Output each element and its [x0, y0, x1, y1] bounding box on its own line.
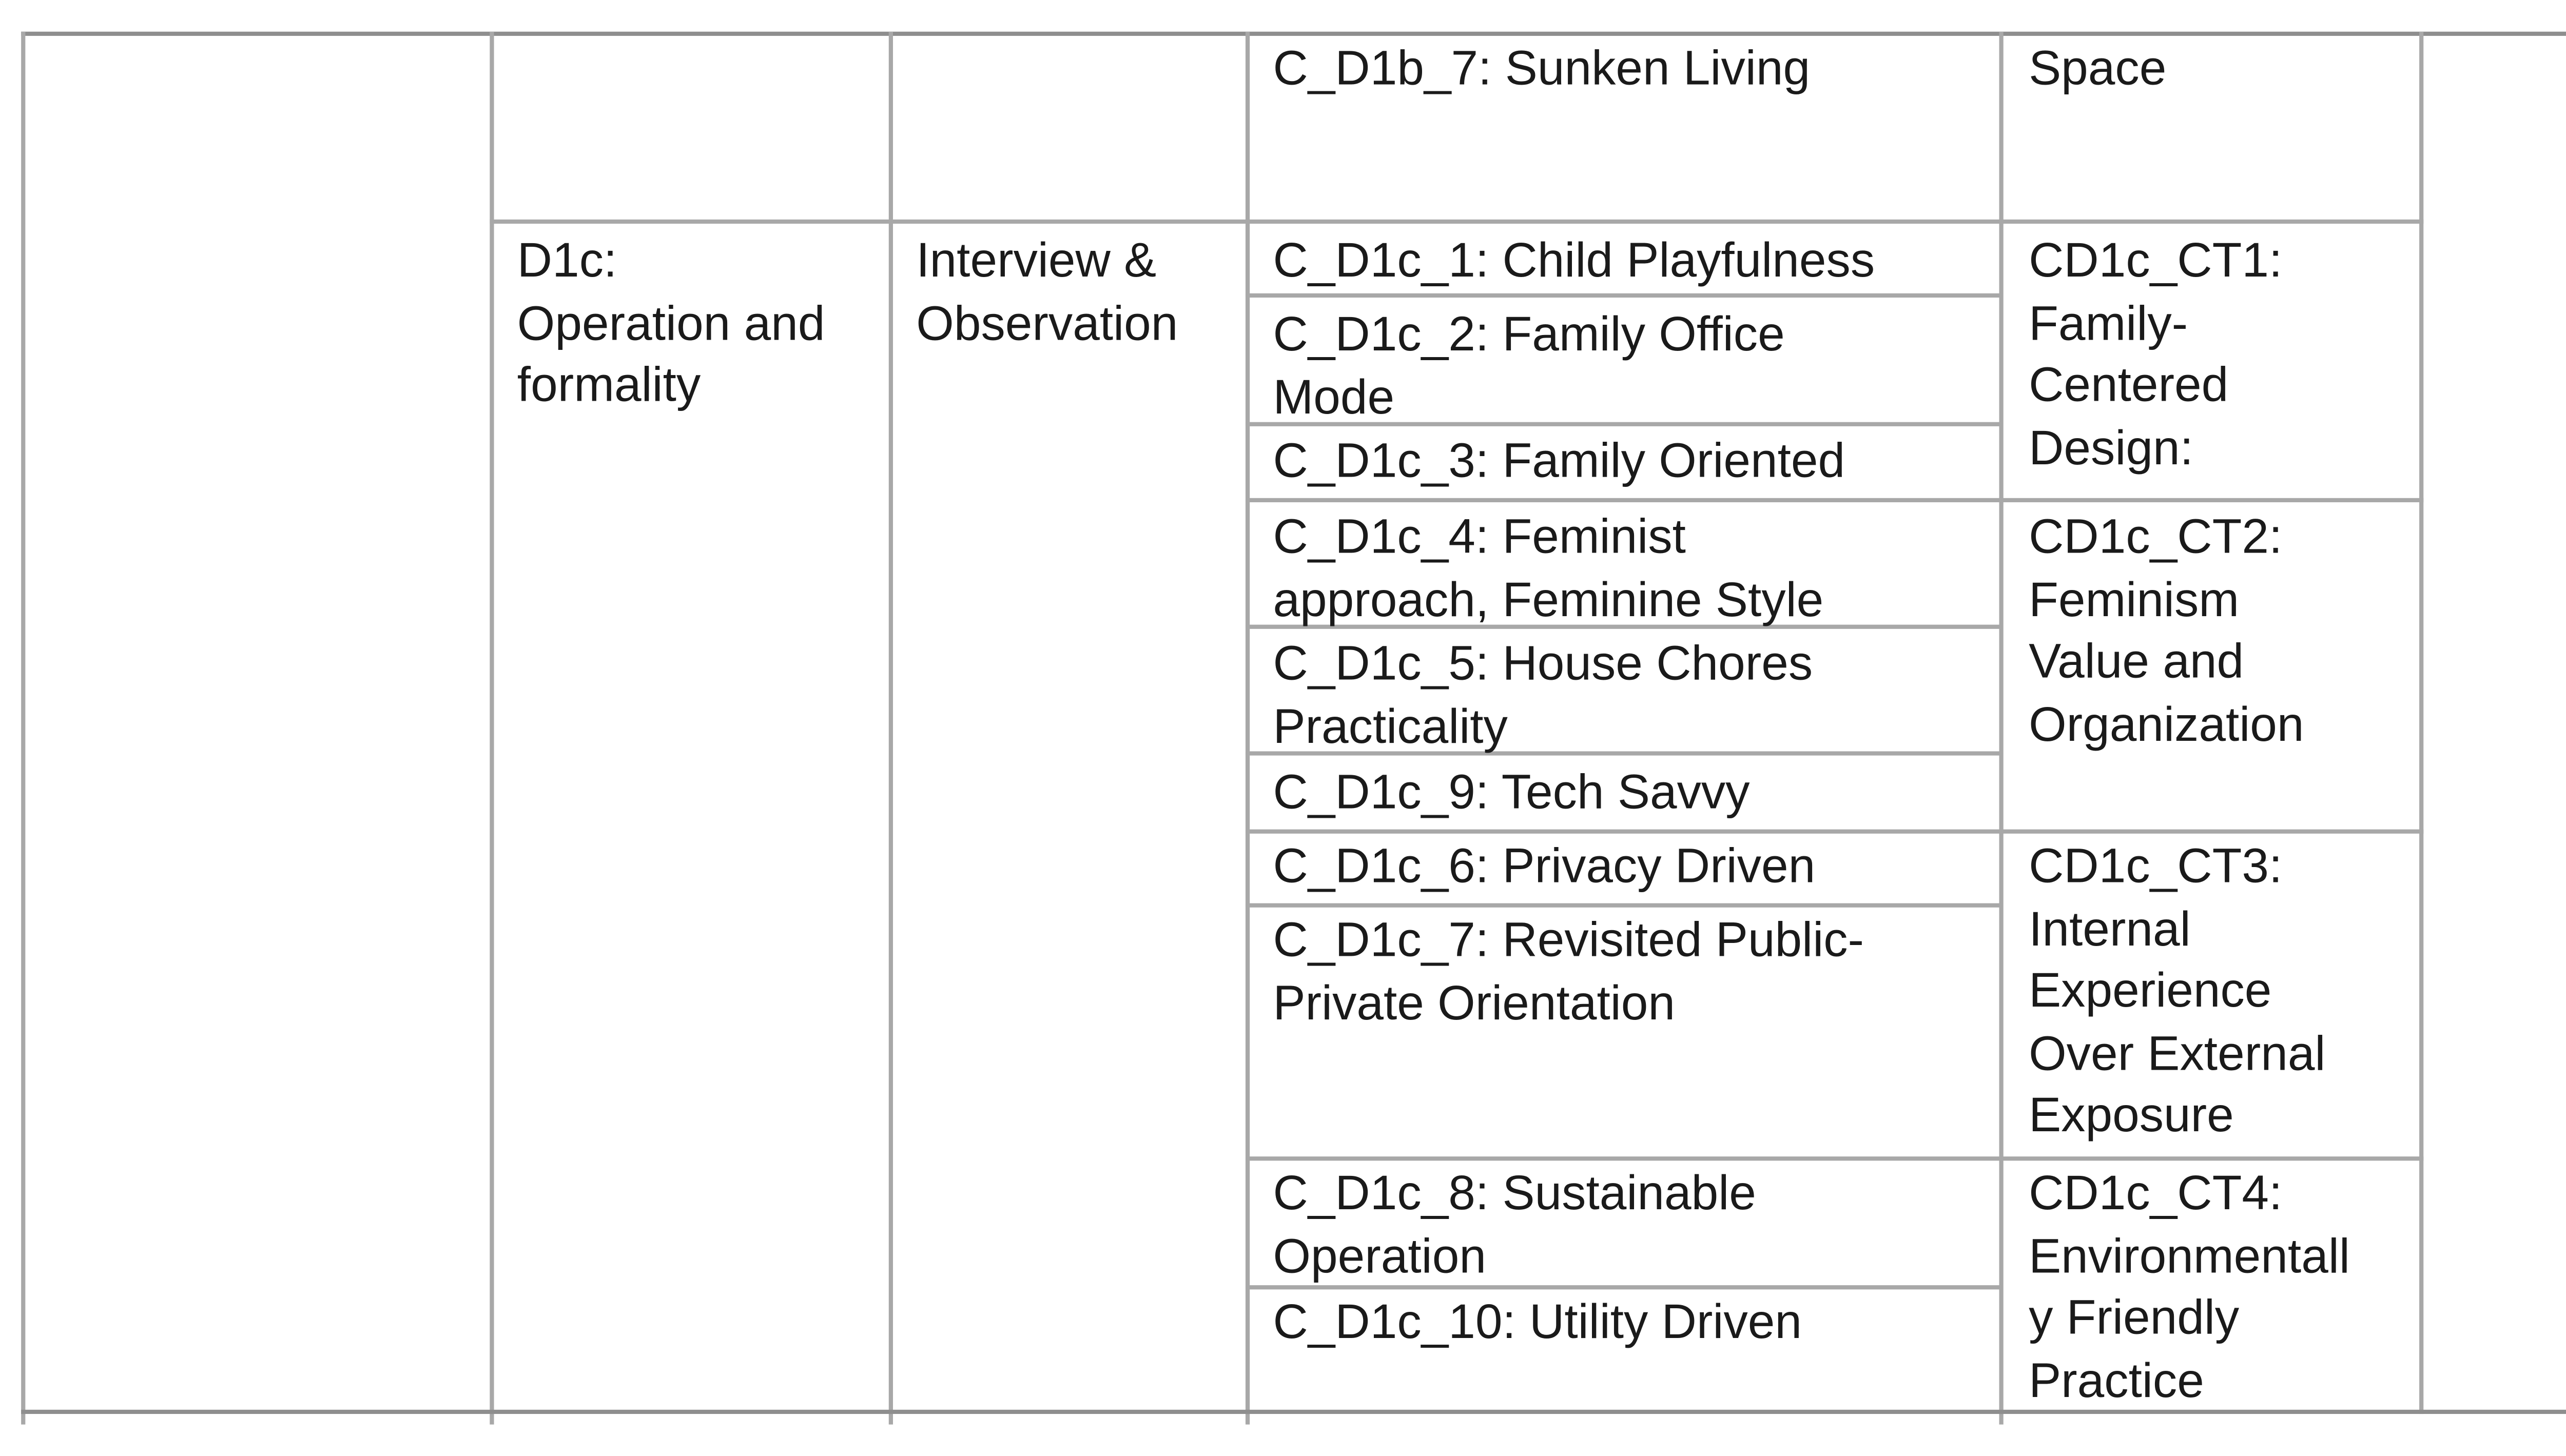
code-line: Private Orientation [1273, 974, 1675, 1029]
column-divider-3 [1246, 32, 1250, 1425]
code-line: Practicality [1273, 697, 1508, 753]
dimension-line: D1c: [517, 232, 617, 287]
code-cell-sustainable-operation [1273, 1163, 1756, 1288]
theme-line: CD1c_CT1: [2029, 232, 2283, 287]
code-separator-7 [1246, 903, 2001, 908]
theme-line: Value and [2029, 633, 2244, 688]
dimension-line: Operation and [517, 294, 825, 349]
code-separator-3 [1246, 498, 2423, 502]
column-divider-1 [490, 32, 494, 1425]
theme-line: Exposure [2029, 1087, 2234, 1142]
theme-line: Design: [2029, 419, 2193, 474]
theme-line: CD1c_CT2: [2029, 508, 2283, 564]
code-cell-child-playfulness [1273, 230, 1875, 292]
code-line: Operation [1273, 1227, 1486, 1282]
code-cell-privacy-driven [1273, 836, 1815, 898]
code-line: C_D1c_2: Family Office [1273, 306, 1785, 361]
code-line: C_D1c_8: Sustainable [1273, 1165, 1756, 1220]
code-line: Mode [1273, 368, 1395, 423]
code-line: C_D1c_6: Privacy Driven [1273, 838, 1816, 893]
code-line: C_D1c_1: Child Playfulness [1273, 232, 1875, 287]
code-line: C_D1c_3: Family Oriented [1273, 432, 1845, 488]
theme-line: Organization [2029, 695, 2304, 751]
code-line: C_D1c_9: Tech Savvy [1273, 764, 1750, 819]
table-border-top [21, 32, 2566, 36]
theme-line: Environmentall [2029, 1227, 2350, 1282]
theme-cell-internal-experience [2029, 836, 2325, 1147]
code-line: C_D1c_4: Feminist [1273, 508, 1686, 564]
theme-cell-space: Space [2029, 40, 2167, 95]
code-separator-1 [1246, 293, 2001, 298]
table-border-left [21, 32, 25, 1425]
code-cell-family-office-mode [1273, 304, 1784, 428]
code-cell-sunken-living: C_D1b_7: Sunken Living [1273, 40, 1811, 95]
column-divider-2 [889, 32, 893, 1425]
theme-line: CD1c_CT3: [2029, 838, 2283, 893]
code-separator-8 [1246, 1156, 2423, 1160]
code-cell-family-oriented [1273, 430, 1845, 493]
theme-cell-environmentally-friendly [2029, 1163, 2350, 1412]
method-line: Observation [916, 294, 1178, 349]
dimension-cell [517, 230, 825, 417]
theme-line: CD1c_CT4: [2029, 1165, 2283, 1220]
theme-cell-feminism-value [2029, 506, 2304, 755]
column-divider-5 [2419, 32, 2423, 1414]
code-cell-utility-driven [1273, 1291, 1802, 1353]
theme-line: Family- [2029, 294, 2188, 349]
code-cell-tech-savvy [1273, 762, 1749, 824]
theme-cell-family-centered-design [2029, 230, 2282, 479]
theme-line: y Friendly [2029, 1289, 2240, 1345]
theme-line: Over External [2029, 1025, 2326, 1080]
code-line: C_D1c_7: Revisited Public- [1273, 912, 1864, 967]
code-line: C_D1c_5: House Chores [1273, 635, 1813, 691]
theme-line: Internal [2029, 900, 2191, 955]
code-line: C_D1c_10: Utility Driven [1273, 1293, 1802, 1349]
code-cell-house-chores [1273, 633, 1813, 758]
theme-line: Experience [2029, 962, 2272, 1017]
theme-line: Centered [2029, 357, 2229, 412]
code-cell-feminist-approach [1273, 506, 1823, 631]
code-separator-6 [1246, 830, 2423, 834]
theme-line: Feminism [2029, 570, 2240, 626]
method-line: Interview & [916, 232, 1157, 287]
method-cell [916, 230, 1178, 355]
dimension-line: formality [517, 357, 701, 412]
column-divider-4 [1999, 32, 2003, 1425]
row-separator-top [490, 220, 2423, 224]
code-cell-public-private-orientation [1273, 910, 1864, 1034]
theme-line: Practice [2029, 1351, 2204, 1407]
code-line: approach, Feminine Style [1273, 570, 1824, 626]
